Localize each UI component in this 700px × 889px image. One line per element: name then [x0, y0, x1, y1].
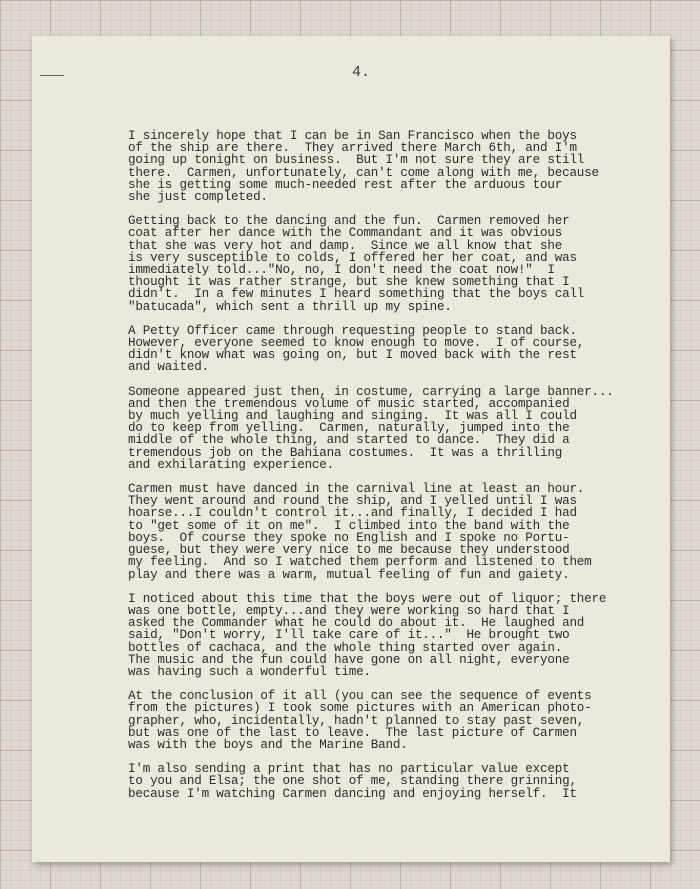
letter-body — [128, 130, 668, 812]
text-line: Getting back to the dancing and the fun. Carmen removed her — [128, 214, 570, 229]
text-line: because I'm watching Carmen dancing and enjoying herself. It — [128, 786, 577, 801]
paragraph — [128, 325, 668, 374]
paragraph — [128, 763, 668, 800]
text-line: boys. Of course they spoke no English and I spoke no Portu- — [128, 530, 570, 545]
text-line: didn't. In a few minutes I heard something that the boys call — [128, 287, 585, 302]
text-line: to "get some of it on me". I climbed into the band with the — [128, 518, 570, 533]
text-line: tremendous job on the Bahiana costumes. It was a thrilling — [128, 445, 563, 460]
text-line: asked the Commander what he could do about it. He laughed and — [128, 616, 585, 631]
paragraph — [128, 386, 668, 471]
text-line: going up tonight on business. But I'm not sure they are still — [128, 153, 585, 168]
text-line: play and there was a warm, mutual feeling of fun and gaiety. — [128, 567, 570, 582]
text-line: didn't know what was going on, but I moved back with the rest — [128, 348, 577, 363]
text-line: I noticed about this time that the boys were out of liquor; there — [128, 591, 607, 606]
text-line: but was one of the last to leave. The last picture of Carmen — [128, 725, 577, 740]
text-line: is very susceptible to colds, I offered her her coat, and was — [128, 250, 577, 265]
text-line: A Petty Officer came through requesting people to stand back. — [128, 323, 577, 338]
text-line: guese, but they were very nice to me because they understood — [128, 543, 570, 558]
text-line: "batucada", which sent a thrill up my spine. — [128, 299, 452, 314]
text-line: was having such a wonderful time. — [128, 664, 371, 679]
paragraph — [128, 690, 668, 751]
paragraph — [128, 593, 668, 678]
paragraph — [128, 215, 668, 313]
text-line: there. Carmen, unfortunately, can't come along with me, because — [128, 165, 599, 180]
text-line: I'm also sending a print that has no particular value except — [128, 762, 570, 777]
text-line: my feeling. And so I watched them perform and listened to them — [128, 555, 592, 570]
text-line: that she was very hot and damp. Since we all know that she — [128, 238, 563, 253]
text-line: hoarse...I couldn't control it...and finally, I decided I had — [128, 506, 577, 521]
text-line: thought it was rather strange, but she knew something that I — [128, 275, 570, 290]
text-line: However, everyone seemed to know enough to move. I of course, — [128, 336, 585, 351]
text-line: of the ship are there. They arrived there March 6th, and I'm — [128, 141, 577, 156]
text-line: do to keep from yelling. Carmen, naturally, jumped into the — [128, 421, 570, 436]
page-number: 4. — [352, 64, 371, 81]
text-line: and waited. — [128, 360, 209, 375]
paragraph — [128, 483, 668, 581]
text-line: They went around and round the ship, and I yelled until I was — [128, 494, 577, 509]
text-line: she just completed. — [128, 190, 268, 205]
text-line: from the pictures) I took some pictures with an American photo- — [128, 701, 592, 716]
paragraph — [128, 130, 668, 203]
text-line: was with the boys and the Marine Band. — [128, 737, 408, 752]
text-line: Carmen must have danced in the carnival line at least an hour. — [128, 482, 585, 497]
text-line: said, "Don't worry, I'll take care of it..." He brought two — [128, 628, 570, 643]
text-line: Someone appeared just then, in costume, carrying a large banner... — [128, 384, 614, 399]
text-line: and then the tremendous volume of music started, accompanied — [128, 396, 570, 411]
text-line: and exhilarating experience. — [128, 457, 335, 472]
margin-mark — [40, 75, 64, 76]
text-line: coat after her dance with the Commandant and it was obvious — [128, 226, 563, 241]
text-line: by much yelling and laughing and singing. It was all I could — [128, 409, 577, 424]
text-line: I sincerely hope that I can be in San Francisco when the boys — [128, 129, 577, 143]
text-line: she is getting some much-needed rest after the arduous tour — [128, 177, 563, 192]
typewritten-page — [32, 36, 670, 862]
text-line: The music and the fun could have gone on all night, everyone — [128, 652, 570, 667]
text-line: was one bottle, empty...and they were working so hard that I — [128, 603, 570, 618]
text-line: grapher, who, incidentally, hadn't planned to stay past seven, — [128, 713, 585, 728]
text-line: immediately told..."No, no, I don't need the coat now!" I — [128, 263, 555, 278]
text-line: middle of the whole thing, and started to dance. They did a — [128, 433, 570, 448]
text-line: bottles of cachaca, and the whole thing started over again. — [128, 640, 563, 655]
text-line: to you and Elsa; the one shot of me, standing there grinning, — [128, 774, 577, 789]
text-line: At the conclusion of it all (you can see the sequence of events — [128, 689, 592, 704]
